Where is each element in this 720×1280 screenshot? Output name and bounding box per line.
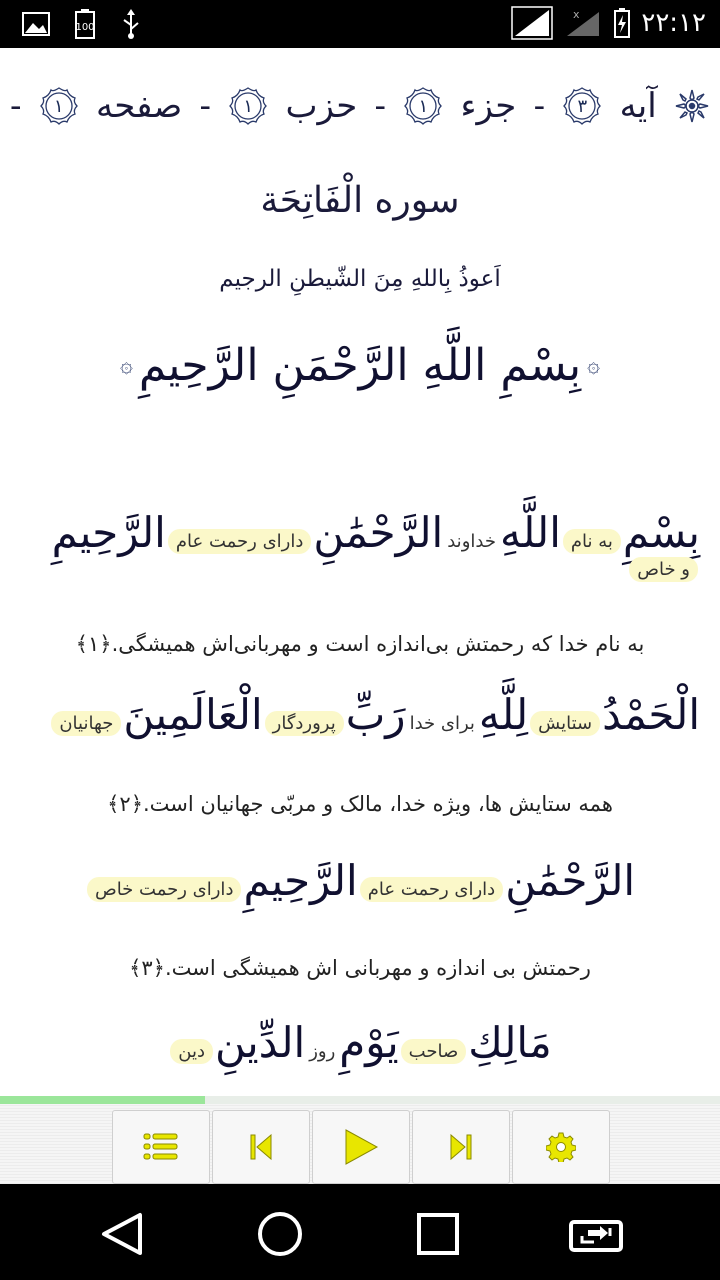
quran-content[interactable]: [0, 150, 720, 1090]
arabic-word[interactable]: بِسْمِ: [622, 508, 700, 557]
verse-translation-1: به نام خدا که رحمتش بی‌اندازه است و مهربانی‌اش همیشگی.﴿۱﴾: [75, 632, 645, 656]
arabic-word[interactable]: رَبِّ: [345, 690, 406, 739]
word-translation: دارای رحمت عام: [168, 529, 312, 554]
rotate-screen-icon: [568, 1214, 624, 1254]
play-button[interactable]: [312, 1110, 410, 1184]
play-icon: [343, 1128, 379, 1166]
system-nav-bar: [0, 1184, 720, 1280]
word-translation: دارای رحمت عام: [360, 877, 504, 902]
arabic-word[interactable]: الرَّحْمَٰنِ: [313, 508, 444, 557]
list-icon: [143, 1132, 179, 1162]
recents-button[interactable]: [408, 1204, 468, 1264]
home-button[interactable]: [250, 1204, 310, 1264]
arabic-word[interactable]: يَوْمِ: [339, 1018, 399, 1067]
player-toolbar: [0, 1104, 720, 1184]
back-button[interactable]: [92, 1204, 152, 1264]
word-translation: به نام: [563, 529, 621, 554]
battery-100-icon: [72, 8, 98, 40]
verse-words-3[interactable]: [20, 856, 700, 905]
word-translation: روز: [309, 1041, 336, 1062]
flower-ornament-icon: [674, 88, 710, 124]
rotate-screen-button[interactable]: [566, 1204, 626, 1264]
arabic-word[interactable]: اللَّهِ: [499, 508, 561, 557]
arabic-word[interactable]: الْحَمْدُ: [602, 690, 700, 739]
ornament-icon: ۞: [587, 353, 600, 378]
verse-words-2[interactable]: [20, 690, 700, 739]
svg-text:x: x: [573, 8, 580, 21]
settings-button[interactable]: [512, 1110, 610, 1184]
home-circle-icon: [257, 1211, 303, 1257]
separator-dash: -: [374, 86, 387, 126]
word-translation: پروردگار: [265, 711, 344, 736]
signal-x-icon: [563, 6, 603, 40]
image-icon: [22, 11, 50, 37]
arabic-word[interactable]: لِلَّهِ: [478, 690, 529, 739]
hizb-label: حزب: [285, 86, 358, 126]
previous-button[interactable]: [212, 1110, 310, 1184]
back-triangle-icon: [100, 1211, 144, 1257]
list-button[interactable]: [112, 1110, 210, 1184]
page-label: صفحه: [96, 86, 183, 126]
usb-icon: [120, 9, 142, 39]
recents-square-icon: [416, 1212, 460, 1256]
page-number-medallion: ۱: [39, 86, 79, 126]
verse-words-4[interactable]: [20, 1018, 700, 1067]
location-header: [10, 76, 710, 136]
hizb-number-medallion: ۱: [228, 86, 268, 126]
separator-dash: -: [199, 86, 211, 126]
arabic-word[interactable]: الرَّحِيمِ: [243, 856, 358, 905]
signal-icon: [511, 6, 553, 40]
bismillah-heading: [0, 340, 720, 391]
arabic-word[interactable]: الرَّحِيمِ: [51, 508, 166, 557]
settings-gear-icon: [546, 1132, 576, 1162]
juz-label: جزء: [460, 86, 517, 126]
aya-label: آیه: [619, 86, 657, 126]
reading-progress-fill: [0, 1096, 205, 1104]
word-translation: خداوند: [447, 531, 496, 552]
arabic-word[interactable]: الرَّحْمَٰنِ: [505, 856, 636, 905]
aya-number-medallion: ۳: [562, 86, 602, 126]
word-translation: صاحب: [401, 1039, 467, 1064]
word-translation: برای خدا: [409, 713, 475, 734]
verse-words-1[interactable]: [20, 508, 700, 582]
separator-dash: -: [10, 86, 22, 126]
arabic-word[interactable]: الْعَالَمِينَ: [123, 690, 263, 739]
bismillah-text: بِسْمِ اللَّهِ الرَّحْمَنِ الرَّحِيمِ: [138, 340, 582, 391]
status-time: ۲۲:۱۲: [641, 8, 706, 38]
word-translation: و خاص: [629, 557, 698, 582]
verse-translation-2: همه ستایش ها، ویژه خدا، مالک و مربّی جهانیان است.﴿۲﴾: [107, 792, 613, 816]
reading-progress-bar[interactable]: [0, 1096, 720, 1104]
word-translation: ستایش: [530, 711, 600, 736]
next-button[interactable]: [412, 1110, 510, 1184]
juz-number-medallion: ۱: [403, 86, 443, 126]
separator-dash: -: [533, 86, 546, 126]
svg-text:100: 100: [75, 22, 95, 33]
word-translation: دارای رحمت خاص: [87, 877, 242, 902]
status-bar: [0, 0, 720, 48]
verse-translation-3: رحمتش بی اندازه و مهربانی اش همیشگی است.﴿۳﴾: [129, 956, 591, 980]
istiadha-text: اَعوذُ بِاللهِ مِنَ الشّیطنِ الرجیم: [219, 266, 501, 292]
charging-icon: [613, 7, 631, 39]
skip-next-icon: [449, 1132, 473, 1162]
word-translation: دین: [170, 1039, 213, 1064]
surah-title: سوره الْفَاتِحَة: [260, 180, 460, 221]
ornament-icon: ۞: [119, 353, 133, 378]
word-translation: جهانیان: [51, 711, 121, 736]
arabic-word[interactable]: الدِّينِ: [215, 1018, 306, 1067]
skip-previous-icon: [249, 1132, 273, 1162]
arabic-word[interactable]: مَالِكِ: [468, 1018, 552, 1067]
